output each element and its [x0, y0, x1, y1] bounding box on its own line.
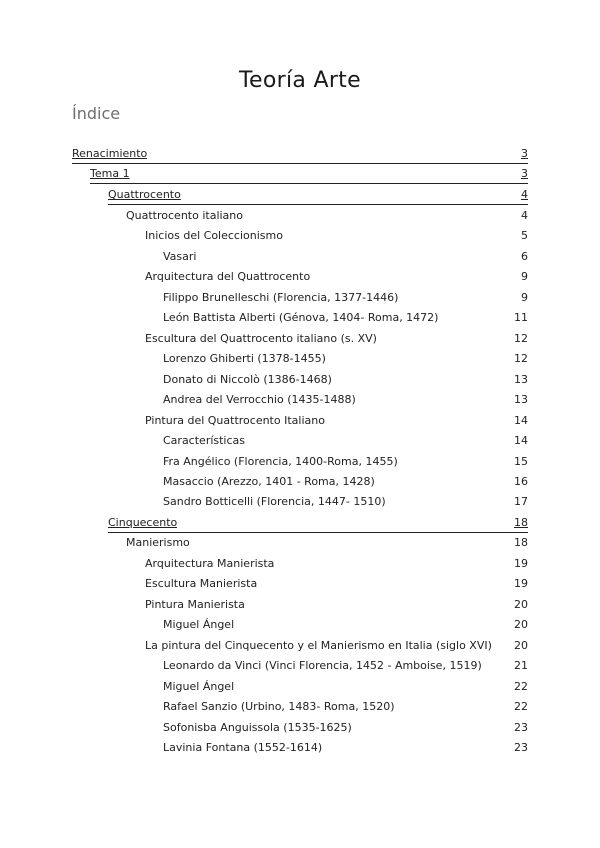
toc-entry-page[interactable]: 18 — [514, 536, 528, 549]
toc-entry-page[interactable]: 13 — [514, 393, 528, 406]
toc-entry-page[interactable]: 22 — [514, 700, 528, 713]
toc-entry-page[interactable]: 4 — [521, 209, 528, 222]
toc-entry[interactable] — [145, 595, 528, 615]
toc-entry-page[interactable]: 6 — [521, 250, 528, 263]
toc-entry[interactable] — [163, 288, 528, 308]
toc-entry-label[interactable]: Leonardo da Vinci (Vinci Florencia, 1452 - Amboise, 1519) — [163, 659, 482, 672]
toc-entry-label[interactable]: Miguel Ángel — [163, 680, 235, 693]
toc-entry[interactable] — [90, 164, 528, 184]
toc-entry[interactable] — [163, 431, 528, 451]
toc-entry-page[interactable]: 19 — [514, 557, 528, 570]
toc-entry-label[interactable]: Quattrocento — [108, 188, 181, 201]
toc-entry[interactable] — [145, 574, 528, 594]
toc-entry-page[interactable]: 23 — [514, 721, 528, 734]
toc-entry[interactable] — [72, 144, 528, 164]
toc-entry-page[interactable]: 23 — [514, 741, 528, 754]
toc-entry[interactable] — [163, 472, 528, 492]
toc-entry-page[interactable]: 12 — [514, 352, 528, 365]
toc-entry[interactable] — [163, 452, 528, 472]
toc-entry[interactable] — [163, 718, 528, 738]
toc-entry-label[interactable]: Escultura del Quattrocento italiano (s. XV) — [145, 332, 377, 345]
toc-entry[interactable] — [163, 697, 528, 717]
toc-entry-label[interactable]: Manierismo — [126, 536, 190, 549]
toc-entry-label[interactable]: Quattrocento italiano — [126, 209, 243, 222]
toc-entry-page[interactable]: 12 — [514, 332, 528, 345]
toc-entry-page[interactable]: 15 — [514, 455, 528, 468]
toc-entry[interactable] — [145, 329, 528, 349]
toc-entry[interactable] — [108, 513, 528, 533]
document-title: Teoría Arte — [239, 68, 361, 93]
toc-entry-label[interactable]: Escultura Manierista — [145, 577, 258, 590]
toc-entry-page[interactable]: 9 — [521, 270, 528, 283]
toc-entry[interactable] — [145, 411, 528, 431]
toc-entry-label[interactable]: Filippo Brunelleschi (Florencia, 1377-1446) — [163, 291, 399, 304]
toc-entry[interactable] — [145, 636, 528, 656]
toc-entry-page[interactable]: 14 — [514, 414, 528, 427]
toc-entry-page[interactable]: 17 — [514, 495, 528, 508]
toc-entry[interactable] — [145, 554, 528, 574]
toc-entry-page[interactable]: 3 — [521, 147, 528, 160]
toc-entry[interactable] — [163, 370, 528, 390]
toc-entry-label[interactable]: Lorenzo Ghiberti (1378-1455) — [163, 352, 326, 365]
toc-entry[interactable] — [145, 226, 528, 246]
toc-entry-page[interactable]: 22 — [514, 680, 528, 693]
toc-entry[interactable] — [163, 615, 528, 635]
toc-entry-label[interactable]: La pintura del Cinquecento y el Manierismo en Italia (siglo XVI) — [145, 639, 492, 652]
toc-entry-label[interactable]: Masaccio (Arezzo, 1401 - Roma, 1428) — [163, 475, 375, 488]
toc-entry-page[interactable]: 20 — [514, 639, 528, 652]
toc-entry-label[interactable]: Características — [163, 434, 246, 447]
toc-entry[interactable] — [163, 247, 528, 267]
toc-entry-page[interactable]: 21 — [514, 659, 528, 672]
toc-entry-page[interactable]: 3 — [521, 167, 528, 180]
toc-entry-label[interactable]: Donato di Niccolò (1386-1468) — [163, 373, 332, 386]
toc-entry-label[interactable]: Cinquecento — [108, 516, 178, 529]
toc-entry-label[interactable]: Sofonisba Anguissola (1535-1625) — [163, 721, 352, 734]
toc-entry-label[interactable]: Arquitectura del Quattrocento — [145, 270, 311, 283]
toc-entry-label[interactable]: Renacimiento — [72, 147, 148, 160]
toc-entry-label[interactable]: Arquitectura Manierista — [145, 557, 275, 570]
toc-entry[interactable] — [145, 267, 528, 287]
toc-entry[interactable] — [163, 677, 528, 697]
toc-entry[interactable] — [126, 206, 528, 226]
toc-entry-label[interactable]: León Battista Alberti (Génova, 1404- Roma, 1472) — [163, 311, 439, 324]
toc-entry-label[interactable]: Andrea del Verrocchio (1435-1488) — [163, 393, 356, 406]
toc-entry-page[interactable]: 19 — [514, 577, 528, 590]
toc-entry-page[interactable]: 11 — [514, 311, 528, 324]
toc-entry-label[interactable]: Inicios del Coleccionismo — [145, 229, 283, 242]
toc-entry[interactable] — [163, 656, 528, 676]
toc-entry[interactable] — [163, 349, 528, 369]
toc-entry[interactable] — [108, 185, 528, 205]
toc-entry-page[interactable]: 9 — [521, 291, 528, 304]
toc-entry-label[interactable]: Rafael Sanzio (Urbino, 1483- Roma, 1520) — [163, 700, 395, 713]
toc-entry-label[interactable]: Tema 1 — [90, 167, 130, 180]
toc-entry[interactable] — [126, 533, 528, 553]
toc-entry[interactable] — [163, 390, 528, 410]
toc-entry-label[interactable]: Sandro Botticelli (Florencia, 1447- 1510) — [163, 495, 386, 508]
toc-entry[interactable] — [163, 492, 528, 512]
toc-entry-page[interactable]: 4 — [521, 188, 528, 201]
index-heading: Índice — [72, 104, 121, 123]
toc-entry-page[interactable]: 20 — [514, 618, 528, 631]
toc-entry-page[interactable]: 5 — [521, 229, 528, 242]
toc-entry-label[interactable]: Fra Angélico (Florencia, 1400-Roma, 1455) — [163, 455, 398, 468]
toc-entry-label[interactable]: Lavinia Fontana (1552-1614) — [163, 741, 323, 754]
toc-entry-page[interactable]: 13 — [514, 373, 528, 386]
toc-entry-page[interactable]: 16 — [514, 475, 528, 488]
toc-entry-label[interactable]: Miguel Ángel — [163, 618, 235, 631]
toc-entry[interactable] — [163, 308, 528, 328]
toc-entry-label[interactable]: Vasari — [163, 250, 197, 263]
toc-entry-page[interactable]: 20 — [514, 598, 528, 611]
toc-entry-page[interactable]: 14 — [514, 434, 528, 447]
toc-entry-label[interactable]: Pintura del Quattrocento Italiano — [145, 414, 325, 427]
toc-entry-label[interactable]: Pintura Manierista — [145, 598, 245, 611]
toc-entry-page[interactable]: 18 — [514, 516, 528, 529]
toc-entry[interactable] — [163, 738, 528, 758]
